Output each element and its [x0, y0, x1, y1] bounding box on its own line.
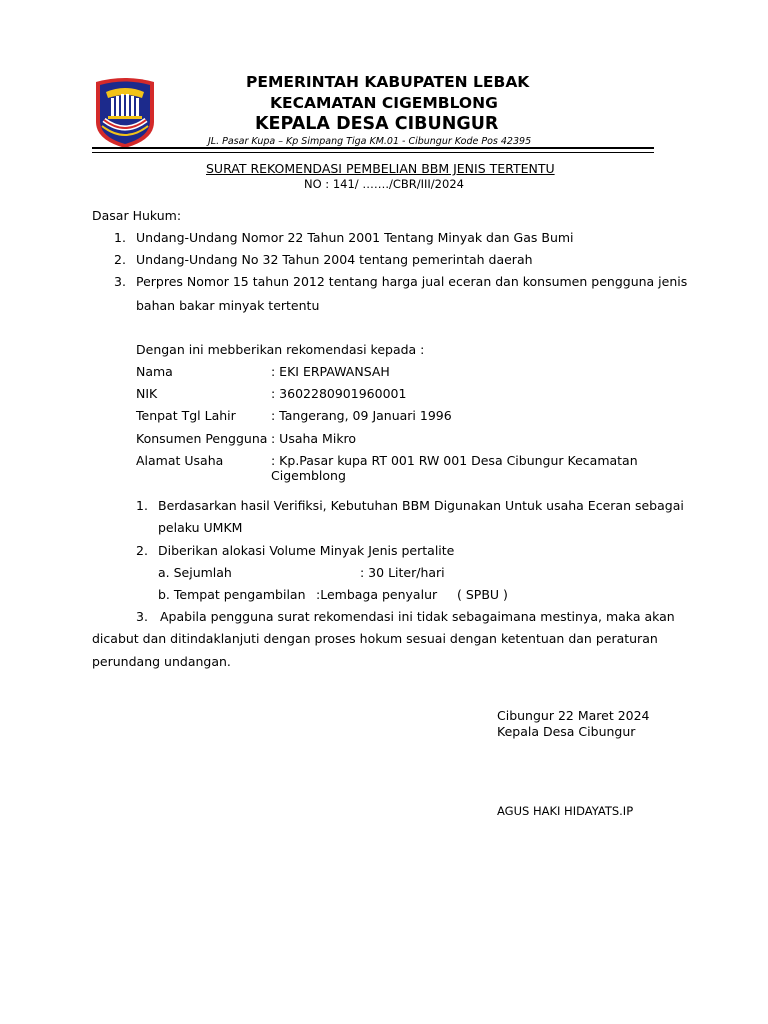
letter-title: SURAT REKOMENDASI PEMBELIAN BBM JENIS TERTENTU [206, 161, 555, 176]
legal-basis-label: Dasar Hukum: [92, 208, 182, 223]
point-number: 1. [136, 498, 148, 513]
field-label-nik: NIK [136, 386, 158, 401]
field-value-address: : Kp.Pasar kupa RT 001 RW 001 Desa Cibungur Kecamatan [271, 453, 638, 468]
field-value-birth: : Tangerang, 09 Januari 1996 [271, 408, 452, 423]
legal-basis-item: Perpres Nomor 15 tahun 2012 tentang harga jual eceran dan konsumen pengguna jenis [136, 274, 688, 289]
point-3-text: Apabila pengguna surat rekomendasi ini tidak sebagaimana mestinya, maka akan [160, 609, 675, 624]
letterhead-village-head: KEPALA DESA CIBUNGUR [255, 114, 499, 134]
field-label-address: Alamat Usaha [136, 453, 224, 468]
lebak-regency-emblem-icon [92, 78, 158, 150]
header-rule-thick [92, 147, 654, 149]
allocation-amount-label: a. Sejumlah [158, 565, 232, 580]
point-number: 3. [136, 609, 148, 624]
letterhead-address: JL. Pasar Kupa – Kp Simpang Tiga KM.01 - Cibungur Kode Pos 42395 [208, 136, 532, 147]
point-3-text-line3: perundang undangan. [92, 654, 231, 669]
field-value-consumer: : Usaha Mikro [271, 431, 357, 446]
field-value-address-continued: Cigemblong [271, 468, 346, 483]
field-value-nik: : 3602280901960001 [271, 386, 407, 401]
legal-basis-number: 2. [114, 252, 126, 267]
field-value-name: : EKI ERPAWANSAH [271, 364, 390, 379]
point-2-text: Diberikan alokasi Volume Minyak Jenis pertalite [158, 543, 455, 558]
letterhead-government: PEMERINTAH KABUPATEN LEBAK [246, 73, 530, 91]
legal-basis-item: Undang-Undang No 32 Tahun 2004 tentang pemerintah daerah [136, 252, 533, 267]
pickup-place-value: :Lembaga penyalur ( SPBU ) [316, 587, 508, 602]
point-1-text-continued: pelaku UMKM [158, 520, 243, 535]
legal-basis-number: 1. [114, 230, 126, 245]
signature-position: Kepala Desa Cibungur [497, 724, 636, 739]
header-rule-thin [92, 152, 654, 153]
point-3-text-line2: dicabut dan ditindaklanjuti dengan proses hokum sesuai dengan ketentuan dan peraturan [92, 631, 658, 646]
point-number: 2. [136, 543, 148, 558]
letterhead-district: KECAMATAN CIGEMBLONG [270, 94, 498, 112]
legal-basis-number: 3. [114, 274, 126, 289]
pickup-place-label: b. Tempat pengambilan [158, 587, 306, 602]
allocation-amount-value: : 30 Liter/hari [360, 565, 445, 580]
signature-place-date: Cibungur 22 Maret 2024 [497, 708, 650, 723]
field-label-consumer: Konsumen Pengguna [136, 431, 268, 446]
legal-basis-item: Undang-Undang Nomor 22 Tahun 2001 Tentang Minyak dan Gas Bumi [136, 230, 574, 245]
point-1-text: Berdasarkan hasil Verifiksi, Kebutuhan BBM Digunakan Untuk usaha Eceran sebagai [158, 498, 684, 513]
legal-basis-item-continued: bahan bakar minyak tertentu [136, 298, 320, 313]
signature-name: AGUS HAKI HIDAYATS.IP [497, 804, 634, 818]
recommendation-intro: Dengan ini mebberikan rekomendasi kepada : [136, 342, 425, 357]
field-label-name: Nama [136, 364, 173, 379]
field-label-birth: Tenpat Tgl Lahir [136, 408, 236, 423]
letter-number: NO : 141/ ……./CBR/III/2024 [304, 177, 464, 191]
